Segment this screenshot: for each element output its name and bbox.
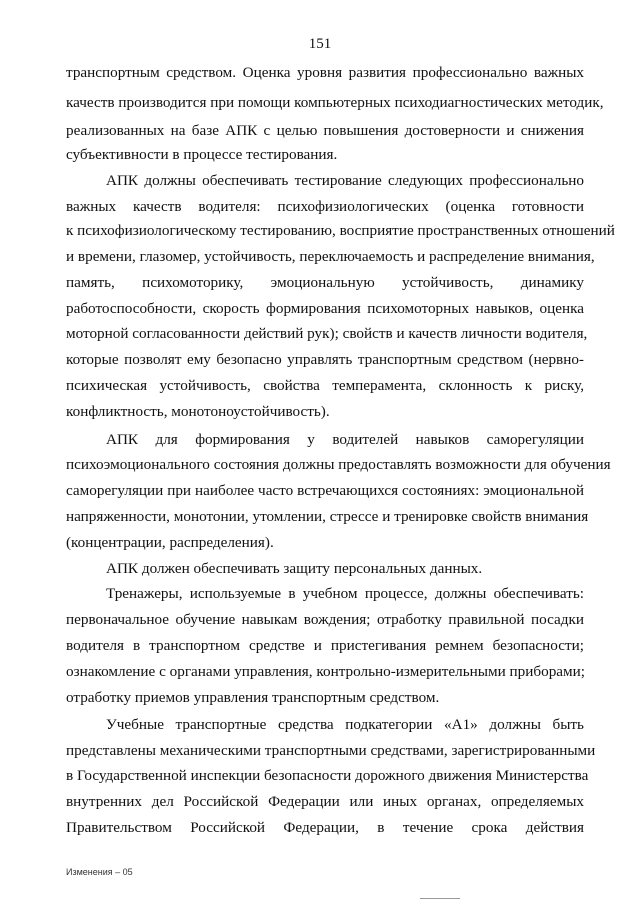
text-line: саморегуляции при наиболее часто встречающихся состояниях: эмоциональной xyxy=(66,482,584,499)
text-line: к психофизиологическому тестированию, восприятие пространственных отношений xyxy=(66,222,615,239)
text-line: память, психомоторику, эмоциональную устойчивость, динамику xyxy=(66,274,584,291)
text-line: субъективности в процессе тестирования. xyxy=(66,146,338,163)
text-line: моторной согласованности действий рук); свойств и качеств личности водителя, xyxy=(66,325,588,342)
text-line: Тренажеры, используемые в учебном процессе, должны обеспечивать: xyxy=(106,585,584,602)
text-line: важных качеств водителя: психофизиологических (оценка готовности xyxy=(66,198,584,215)
text-line: психоэмоционального состояния должны предоставлять возможности для обучения xyxy=(66,456,611,473)
text-line: напряженности, монотонии, утомлении, стрессе и тренировке свойств внимания xyxy=(66,508,589,525)
text-line: и времени, глазомер, устойчивость, переключаемость и распределение внимания, xyxy=(66,248,595,265)
text-line: реализованных на базе АПК с целью повышения достоверности и снижения xyxy=(66,122,584,139)
text-line: Учебные транспортные средства подкатегории «А1» должны быть xyxy=(106,716,584,733)
text-line: психическая устойчивость, свойства темперамента, склонность к риску, xyxy=(66,377,584,394)
text-line: внутренних дел Российской Федерации или иных органах, определяемых xyxy=(66,793,584,810)
text-line: первоначальное обучение навыкам вождения; отработку правильной посадки xyxy=(66,611,584,628)
text-line: АПК для формирования у водителей навыков саморегуляции xyxy=(106,431,584,448)
text-line: АПК должен обеспечивать защиту персональных данных. xyxy=(106,560,483,577)
text-line: качеств производится при помощи компьютерных психодиагностических методик, xyxy=(66,94,604,111)
text-line: транспортным средством. Оценка уровня развития профессионально важных xyxy=(66,64,584,81)
text-line: ознакомление с органами управления, контрольно-измерительными приборами; xyxy=(66,663,585,680)
text-line: (концентрации, распределения). xyxy=(66,534,274,551)
revision-footer: Изменения – 05 xyxy=(66,867,133,877)
text-line: водителя в транспортном средстве и пристегивания ремнем безопасности; xyxy=(66,637,584,654)
text-line: Правительством Российской Федерации, в течение срока действия xyxy=(66,819,584,836)
text-line: АПК должны обеспечивать тестирование следующих профессионально xyxy=(106,172,584,189)
text-line: представлены механическими транспортными средствами, зарегистрированными xyxy=(66,742,596,759)
text-line: в Государственной инспекции безопасности дорожного движения Министерства xyxy=(66,767,589,784)
scan-artifact xyxy=(420,898,460,899)
text-line: конфликтность, монотоноустойчивость). xyxy=(66,403,330,420)
page-number: 151 xyxy=(308,36,332,52)
text-line: которые позволят ему безопасно управлять транспортным средством (нервно- xyxy=(66,351,584,368)
text-line: работоспособности, скорость формирования психомоторных навыков, оценка xyxy=(66,300,584,317)
text-line: отработку приемов управления транспортным средством. xyxy=(66,689,440,706)
